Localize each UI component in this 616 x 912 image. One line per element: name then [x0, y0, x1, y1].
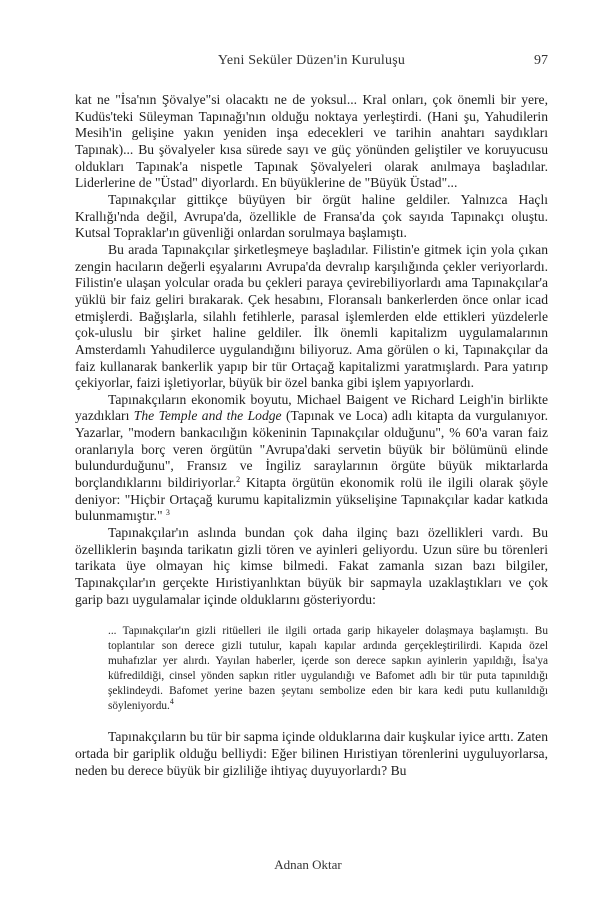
blockquote: [108, 624, 548, 714]
paragraph: Tapınakçılar gittikçe büyüyen bir örgüt haline geldiler. Yalnızca Haçlı Krallığı'nda değil, Avrupa'da, özellikle de Fransa'da çok sayıda Tapınakçı oluştu. Kutsal Topraklar'ın güvenliği onlardan sorulmaya başlamıştı.: [75, 191, 548, 241]
paragraph-text: (Tapınak ve Loca) adlı kitapta da vurgulanıyor. Yazarlar, "modern bankacılığın kökeninin Tapınakçılar olduğunu", % 60'a varan faiz oranlarıyla borç veren örgütün "Avrupa'daki servetin büyük bir bölümünü elinde bulundurduğunu", Fransız ve İngiliz saraylarının örgüte büyük miktarlarda borçlandıklarını bildiriyorlar.: [75, 408, 549, 491]
paragraph-text: Kitapta örgütün ekonomik rolü ile ilgili olarak şöyle deniyor: "Hiçbir Ortaçağ kurumu kapitalizmin yükselişine Tapınakçılar kadar katkıda bulunmamıştır.": [75, 475, 548, 524]
book-title: The Temple and the Lodge: [133, 408, 282, 424]
running-title: Yeni Seküler Düzen'in Kuruluşu: [217, 53, 406, 68]
paragraph: [75, 392, 548, 525]
footer-author: Adnan Oktar: [274, 857, 342, 872]
body-text: [75, 92, 548, 779]
page-footer: [0, 857, 616, 873]
footnote-ref[interactable]: 4: [169, 697, 174, 707]
paragraph: Tapınakçılar'ın aslında bundan çok daha ilginç bazı özellikleri vardı. Bu özelliklerin başında tarikatın gizli tören ve ayinleri geliyordu. Uzun süre bu törenleri tarikata üye olmayan hiç kimse bilmedi. Fakat zamanla sızan bazı bilgiler, Tapınakçılar'ın gerçekte Hıristiyanlıktan büyük bir sapmayla uzaklaştıkları ve çok garip bazı uygulamalar içinde olduklarını gösteriyordu:: [75, 525, 548, 607]
footnote-ref[interactable]: 2: [236, 475, 241, 485]
paragraph: Tapınakçıların bu tür bir sapma içinde olduklarına dair kuşkular iyice arttı. Zaten ortada bir gariplik olduğu belliydi: Eğer bilinen Hıristiyan törenlerini uyguluyorlarsa, neden bu derece büyük bir gizliliğe ihtiyaç duyuyorlardı? Bu: [75, 729, 548, 778]
paragraph-continued: kat ne "İsa'nın Şövalye"si olacaktı ne de yoksul... Kral onları, çok önemli bir yere, Kudüs'teki Süleyman Tapınağı'nın olduğu noktaya yerleştirdi. (Hani şu, Yahudilerin Mesih'in gelişine yakın yeniden inşa edecekleri ve tarihin anahtarı saydıkları Tapınak)... Bu şövalyeler kısa sürede sayı ve güç yönünden geliştiler ve koruyucusu oldukları Tapınak'a nispetle Tapınak Şövalyeleri olarak anılmaya başladılar. Liderlerine de "Üstad" diyorlardı. En büyüklerine de "Büyük Üstad"...: [75, 92, 548, 191]
footnote-ref[interactable]: 3: [165, 508, 170, 518]
running-head: [75, 53, 548, 73]
paragraph: Bu arada Tapınakçılar şirketleşmeye başladılar. Filistin'e gitmek için yola çıkan zengin hacıların değerli eşyalarını Avrupa'da devralıp karşılığında çekler veriyorlardı. Filistin'e ulaşan yolcular orada bu çekleri paraya çevirebiliyorlardı ama Tapınakçılar'a yüklü bir faiz geliri bırakarak. Çek hesabını, Floransalı bankerlerden önce onlar icad etmişlerdi. Bağışlarla, silahlı fetihlerle, parasal işlemlerden elde ettikleri yüzdelerle çok-uluslu bir şirket haline geldiler. İlk önemli kapitalizm uygulamalarının Amsterdamlı Yahudilerce uygulandığını biliyoruz. Ama görülen o ki, Tapınakçılar da faiz kullanarak bankerlik yapıp bir tür Ortaçağ kapitalizmi yaratmışlardı. Para yatırıp çekiyorlar, faizi işletiyorlar, büyük bir özel banka gibi işlem yapıyorlardı.: [75, 241, 548, 391]
blockquote-text: ... Tapınakçılar'ın gizli ritüelleri ile ilgili ortada garip hikayeler dolaşmaya başlamıştı. Bu toplantılar son derece gizli tutulur, kapalı kapılar ardında gerçekleştirilirdi. Kapıda özel muhafızlar yer alırdı. Yayılan haberler, içerde son derece sapkın ayinlerin yapıldığı, İsa'ya küfredildiği, cinsel yönden sapkın ritler uygulandığı ve Bafomet adlı bir tür puta tapınıldığı şeklindeydi. Bafomet yerine bazen şeytanı sembolize eden bir kara kedi putu kullanıldığı söyleniyordu.: [108, 625, 548, 713]
page-number: 97: [534, 53, 548, 68]
paragraph-text: Tapınakçıların ekonomik boyutu, Michael Baigent ve Richard Leigh'in birlikte yazdıkları: [75, 391, 548, 424]
